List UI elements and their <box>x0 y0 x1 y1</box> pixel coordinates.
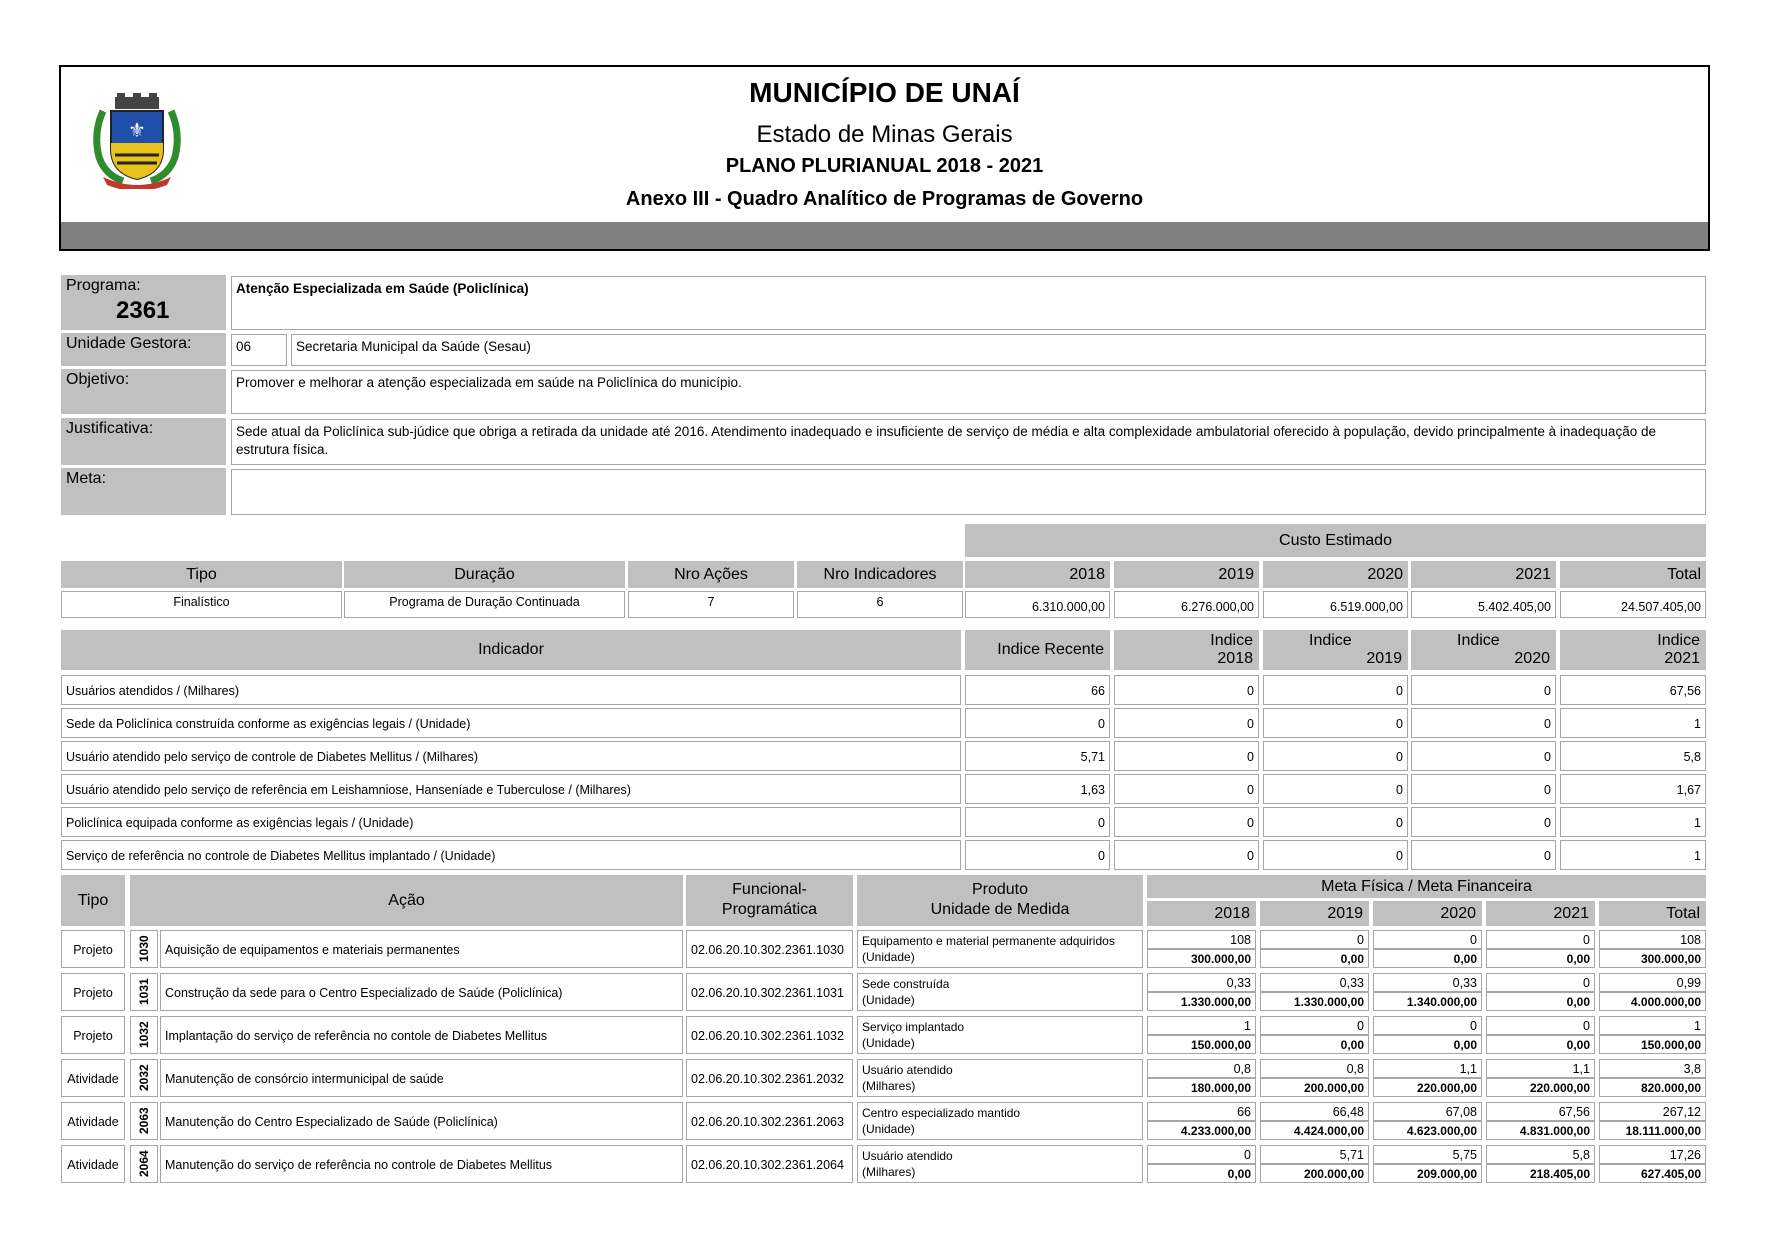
indicator-row-value: 0 <box>1411 840 1556 870</box>
indicator-row-value: 0 <box>1411 675 1556 705</box>
acao-codigo: 2063 <box>130 1102 158 1140</box>
meta-fisica-value: 66,48 <box>1260 1102 1369 1121</box>
meta-financeira-value: 300.000,00 <box>1147 949 1256 968</box>
meta-financeira-value: 4.000.000,00 <box>1599 992 1706 1011</box>
meta-year-header-0: 2018 <box>1147 901 1256 926</box>
indicator-row-value: 0 <box>1263 840 1408 870</box>
justificativa-text: Sede atual da Policlínica sub-júdice que obriga a retirada da unidade até 2016. Atendimento inadequado e insuficiente de serviço de média e alta complexidade ambulatorial oferecido à população, devido principalmente à inadequação de estrutura física. <box>231 419 1706 465</box>
indice-recente-header: Indice Recente <box>965 630 1110 670</box>
indicator-row-value: 0 <box>1263 807 1408 837</box>
meta-financeira-value: 209.000,00 <box>1373 1164 1482 1183</box>
indicator-row-value: 1 <box>1560 708 1706 738</box>
acao-header: Ação <box>130 875 683 926</box>
indice-year: 2021 <box>1664 650 1700 667</box>
indicator-row-value: 0 <box>1114 741 1259 771</box>
acao-produto-unidade: (Unidade) <box>862 1036 915 1050</box>
acao-produto-nome: Serviço implantado <box>862 1020 965 1034</box>
acao-produto <box>857 1145 1143 1183</box>
indice-word: Indice <box>1309 632 1352 649</box>
meta-financeira-value: 220.000,00 <box>1486 1078 1595 1097</box>
indicator-row-name: Usuários atendidos / (Milhares) <box>61 675 961 705</box>
meta-financeira-value: 0,00 <box>1486 1035 1595 1054</box>
summary-value-7: 5.402.405,00 <box>1411 591 1556 618</box>
acao-produto <box>857 930 1143 968</box>
indicador-header: Indicador <box>61 630 961 670</box>
produto-header-line2: Unidade de Medida <box>930 901 1070 918</box>
summary-header-4: 2018 <box>965 561 1110 588</box>
acao-funcional: 02.06.20.10.302.2361.2064 <box>686 1145 853 1183</box>
summary-value-3: 6 <box>797 591 963 618</box>
meta-financeira-value: 4.623.000,00 <box>1373 1121 1482 1140</box>
meta-financeira-value: 300.000,00 <box>1599 949 1706 968</box>
produto-header-line1: Produto <box>971 881 1029 898</box>
summary-header-3: Nro Indicadores <box>797 561 963 588</box>
summary-header-8: Total <box>1560 561 1706 588</box>
meta-fisica-value: 1,1 <box>1373 1059 1482 1078</box>
meta-financeira-value: 180.000,00 <box>1147 1078 1256 1097</box>
acao-tipo: Projeto <box>61 930 125 968</box>
summary-header-0: Tipo <box>61 561 342 588</box>
acao-descricao: Implantação do serviço de referência no contole de Diabetes Mellitus <box>160 1016 683 1054</box>
meta-fisica-value: 0 <box>1147 1145 1256 1164</box>
meta-fisica-value: 0 <box>1486 930 1595 949</box>
meta-text <box>231 469 1706 515</box>
indicator-row-value: 0 <box>1114 807 1259 837</box>
acao-descricao: Manutenção do Centro Especializado de Saúde (Policlínica) <box>160 1102 683 1140</box>
summary-value-6: 6.519.000,00 <box>1263 591 1408 618</box>
meta-fisica-value: 0,99 <box>1599 973 1706 992</box>
svg-text:⚜: ⚜ <box>128 118 146 142</box>
programa-name: Atenção Especializada em Saúde (Policlínica) <box>231 276 1706 330</box>
meta-fisica-value: 5,71 <box>1260 1145 1369 1164</box>
funcional-header <box>686 875 853 926</box>
meta-fisica-value: 0 <box>1486 1016 1595 1035</box>
meta-fisica-value: 0 <box>1373 1016 1482 1035</box>
meta-financeira-value: 0,00 <box>1486 949 1595 968</box>
unidade-code: 06 <box>231 334 287 366</box>
indicator-row-value: 1,63 <box>965 774 1110 804</box>
acao-produto <box>857 973 1143 1011</box>
meta-financeira-value: 0,00 <box>1373 949 1482 968</box>
indicator-row-value: 0 <box>1411 741 1556 771</box>
indicator-row-value: 0 <box>1114 774 1259 804</box>
acao-descricao: Aquisição de equipamentos e materiais permanentes <box>160 930 683 968</box>
summary-header-2: Nro Ações <box>628 561 794 588</box>
meta-financeira-value: 0,00 <box>1486 992 1595 1011</box>
annex-title: Anexo III - Quadro Analítico de Programas de Governo <box>625 188 1144 210</box>
indicator-row-value: 0 <box>1263 774 1408 804</box>
meta-label: Meta: <box>61 468 226 515</box>
summary-value-5: 6.276.000,00 <box>1114 591 1259 618</box>
indice-year-header-3 <box>1560 630 1706 670</box>
indice-year: 2019 <box>1366 650 1402 667</box>
indice-year: 2020 <box>1514 650 1550 667</box>
meta-financeira-value: 627.405,00 <box>1599 1164 1706 1183</box>
summary-value-0: Finalístico <box>61 591 342 618</box>
meta-fisica-value: 267,12 <box>1599 1102 1706 1121</box>
indicator-row-value: 0 <box>1114 840 1259 870</box>
indice-word: Indice <box>1457 632 1500 649</box>
acao-produto <box>857 1059 1143 1097</box>
acao-funcional: 02.06.20.10.302.2361.1031 <box>686 973 853 1011</box>
meta-fisica-value: 0,8 <box>1147 1059 1256 1078</box>
meta-financeira-value: 0,00 <box>1260 949 1369 968</box>
acao-produto-unidade: (Unidade) <box>862 1122 915 1136</box>
meta-fisica-financeira-header: Meta Física / Meta Financeira <box>1147 875 1706 898</box>
meta-financeira-value: 200.000,00 <box>1260 1078 1369 1097</box>
indice-year-header-2 <box>1411 630 1556 670</box>
state-title: Estado de Minas Gerais <box>756 121 1013 148</box>
acao-descricao: Construção da sede para o Centro Especializado de Saúde (Policlínica) <box>160 973 683 1011</box>
indicator-row-value: 67,56 <box>1560 675 1706 705</box>
meta-fisica-value: 0 <box>1486 973 1595 992</box>
indicator-row-value: 5,71 <box>965 741 1110 771</box>
meta-fisica-value: 0,8 <box>1260 1059 1369 1078</box>
meta-financeira-value: 200.000,00 <box>1260 1164 1369 1183</box>
funcional-header-line2: Programática <box>721 901 818 918</box>
programa-label: Programa: <box>66 277 141 294</box>
meta-fisica-value: 0,33 <box>1147 973 1256 992</box>
meta-fisica-value: 0 <box>1260 930 1369 949</box>
meta-fisica-value: 0 <box>1260 1016 1369 1035</box>
summary-value-1: Programa de Duração Continuada <box>344 591 625 618</box>
programa-code: 2361 <box>116 297 170 324</box>
indicator-row-value: 66 <box>965 675 1110 705</box>
header-band <box>61 222 1708 249</box>
acao-funcional: 02.06.20.10.302.2361.1030 <box>686 930 853 968</box>
acao-descricao: Manutenção de consórcio intermunicipal de saúde <box>160 1059 683 1097</box>
acao-tipo: Atividade <box>61 1145 125 1183</box>
plan-title: PLANO PLURIANUAL 2018 - 2021 <box>725 155 1044 177</box>
summary-value-8: 24.507.405,00 <box>1560 591 1706 618</box>
indicator-row-name: Policlínica equipada conforme as exigências legais / (Unidade) <box>61 807 961 837</box>
acao-funcional: 02.06.20.10.302.2361.2063 <box>686 1102 853 1140</box>
meta-financeira-value: 0,00 <box>1147 1164 1256 1183</box>
meta-fisica-value: 3,8 <box>1599 1059 1706 1078</box>
acao-produto <box>857 1102 1143 1140</box>
summary-value-2: 7 <box>628 591 794 618</box>
summary-header-6: 2020 <box>1263 561 1408 588</box>
acao-tipo: Projeto <box>61 973 125 1011</box>
acao-codigo: 1031 <box>130 973 158 1011</box>
indicator-row-value: 0 <box>1263 708 1408 738</box>
acao-produto-nome: Equipamento e material permanente adquiridos <box>862 934 1115 948</box>
meta-financeira-value: 4.831.000,00 <box>1486 1121 1595 1140</box>
indicator-row-name: Sede da Policlínica construída conforme as exigências legais / (Unidade) <box>61 708 961 738</box>
summary-value-4: 6.310.000,00 <box>965 591 1110 618</box>
meta-fisica-value: 1,1 <box>1486 1059 1595 1078</box>
meta-financeira-value: 150.000,00 <box>1147 1035 1256 1054</box>
meta-financeira-value: 0,00 <box>1373 1035 1482 1054</box>
indice-year-header-1 <box>1263 630 1408 670</box>
meta-fisica-value: 1 <box>1147 1016 1256 1035</box>
meta-year-header-4: Total <box>1599 901 1706 926</box>
meta-year-header-1: 2019 <box>1260 901 1369 926</box>
meta-fisica-value: 5,8 <box>1486 1145 1595 1164</box>
objetivo-text: Promover e melhorar a atenção especializada em saúde na Policlínica do município. <box>231 370 1706 414</box>
meta-financeira-value: 4.233.000,00 <box>1147 1121 1256 1140</box>
indicator-row-value: 1,67 <box>1560 774 1706 804</box>
produto-header <box>857 875 1143 926</box>
meta-fisica-value: 1 <box>1599 1016 1706 1035</box>
meta-fisica-value: 67,56 <box>1486 1102 1595 1121</box>
acao-produto-nome: Sede construída <box>862 977 950 991</box>
summary-header-5: 2019 <box>1114 561 1259 588</box>
indicator-row-value: 0 <box>1411 708 1556 738</box>
indice-year: 2018 <box>1217 650 1253 667</box>
acao-funcional: 02.06.20.10.302.2361.2032 <box>686 1059 853 1097</box>
meta-financeira-value: 1.340.000,00 <box>1373 992 1482 1011</box>
meta-fisica-value: 0,33 <box>1373 973 1482 992</box>
summary-header-1: Duração <box>344 561 625 588</box>
acao-tipo-header: Tipo <box>61 875 125 926</box>
meta-financeira-value: 4.424.000,00 <box>1260 1121 1369 1140</box>
meta-fisica-value: 67,08 <box>1373 1102 1482 1121</box>
acao-tipo: Atividade <box>61 1102 125 1140</box>
acao-tipo: Atividade <box>61 1059 125 1097</box>
indicator-row-value: 5,8 <box>1560 741 1706 771</box>
meta-year-header-2: 2020 <box>1373 901 1482 926</box>
acao-produto-nome: Usuário atendido <box>862 1149 953 1163</box>
acao-produto-nome: Centro especializado mantido <box>862 1106 1021 1120</box>
meta-fisica-value: 0 <box>1373 930 1482 949</box>
summary-header-7: 2021 <box>1411 561 1556 588</box>
indice-word: Indice <box>1657 632 1700 649</box>
acao-codigo: 2032 <box>130 1059 158 1097</box>
indicator-row-value: 0 <box>1114 708 1259 738</box>
meta-fisica-value: 108 <box>1147 930 1256 949</box>
meta-fisica-value: 5,75 <box>1373 1145 1482 1164</box>
meta-fisica-value: 108 <box>1599 930 1706 949</box>
acao-codigo: 1032 <box>130 1016 158 1054</box>
meta-financeira-value: 220.000,00 <box>1373 1078 1482 1097</box>
objetivo-label: Objetivo: <box>61 369 226 414</box>
meta-financeira-value: 150.000,00 <box>1599 1035 1706 1054</box>
unidade-name: Secretaria Municipal da Saúde (Sesau) <box>291 334 1706 366</box>
justificativa-label: Justificativa: <box>61 418 226 465</box>
indicator-row-value: 0 <box>1263 741 1408 771</box>
acao-produto-unidade: (Milhares) <box>862 1079 916 1093</box>
acao-produto-unidade: (Unidade) <box>862 993 915 1007</box>
indicator-row-value: 0 <box>965 840 1110 870</box>
meta-year-header-3: 2021 <box>1486 901 1595 926</box>
indicator-row-name: Usuário atendido pelo serviço de referência em Leishamniose, Hanseníade e Tuberculose / (Milhares) <box>61 774 961 804</box>
report-header <box>59 65 1710 251</box>
acao-tipo: Projeto <box>61 1016 125 1054</box>
funcional-header-line1: Funcional- <box>732 881 807 898</box>
acao-funcional: 02.06.20.10.302.2361.1032 <box>686 1016 853 1054</box>
meta-financeira-value: 1.330.000,00 <box>1260 992 1369 1011</box>
meta-fisica-value: 66 <box>1147 1102 1256 1121</box>
acao-codigo: 2064 <box>130 1145 158 1183</box>
meta-financeira-value: 1.330.000,00 <box>1147 992 1256 1011</box>
meta-fisica-value: 0,33 <box>1260 973 1369 992</box>
acao-descricao: Manutenção do serviço de referência no controle de Diabetes Mellitus <box>160 1145 683 1183</box>
indice-year-header-0 <box>1114 630 1259 670</box>
acao-produto <box>857 1016 1143 1054</box>
municipality-title: MUNICÍPIO DE UNAÍ <box>749 77 1020 108</box>
indicator-row-value: 0 <box>965 708 1110 738</box>
indicator-row-name: Serviço de referência no controle de Diabetes Mellitus implantado / (Unidade) <box>61 840 961 870</box>
indicator-row-value: 0 <box>1114 675 1259 705</box>
programa-label-cell <box>61 275 226 330</box>
acao-codigo: 1030 <box>130 930 158 968</box>
indicator-row-value: 0 <box>1411 807 1556 837</box>
acao-produto-nome: Usuário atendido <box>862 1063 953 1077</box>
acao-produto-unidade: (Milhares) <box>862 1165 916 1179</box>
meta-financeira-value: 218.405,00 <box>1486 1164 1595 1183</box>
unidade-label: Unidade Gestora: <box>61 333 226 366</box>
meta-fisica-value: 17,26 <box>1599 1145 1706 1164</box>
meta-financeira-value: 0,00 <box>1260 1035 1369 1054</box>
custo-estimado-header: Custo Estimado <box>965 524 1706 557</box>
meta-financeira-value: 820.000,00 <box>1599 1078 1706 1097</box>
indicator-row-name: Usuário atendido pelo serviço de controle de Diabetes Mellitus / (Milhares) <box>61 741 961 771</box>
indicator-row-value: 1 <box>1560 840 1706 870</box>
meta-financeira-value: 18.111.000,00 <box>1599 1121 1706 1140</box>
indicator-row-value: 1 <box>1560 807 1706 837</box>
indicator-row-value: 0 <box>1411 774 1556 804</box>
indicator-row-value: 0 <box>965 807 1110 837</box>
indice-word: Indice <box>1210 632 1253 649</box>
indicator-row-value: 0 <box>1263 675 1408 705</box>
acao-produto-unidade: (Unidade) <box>862 950 915 964</box>
